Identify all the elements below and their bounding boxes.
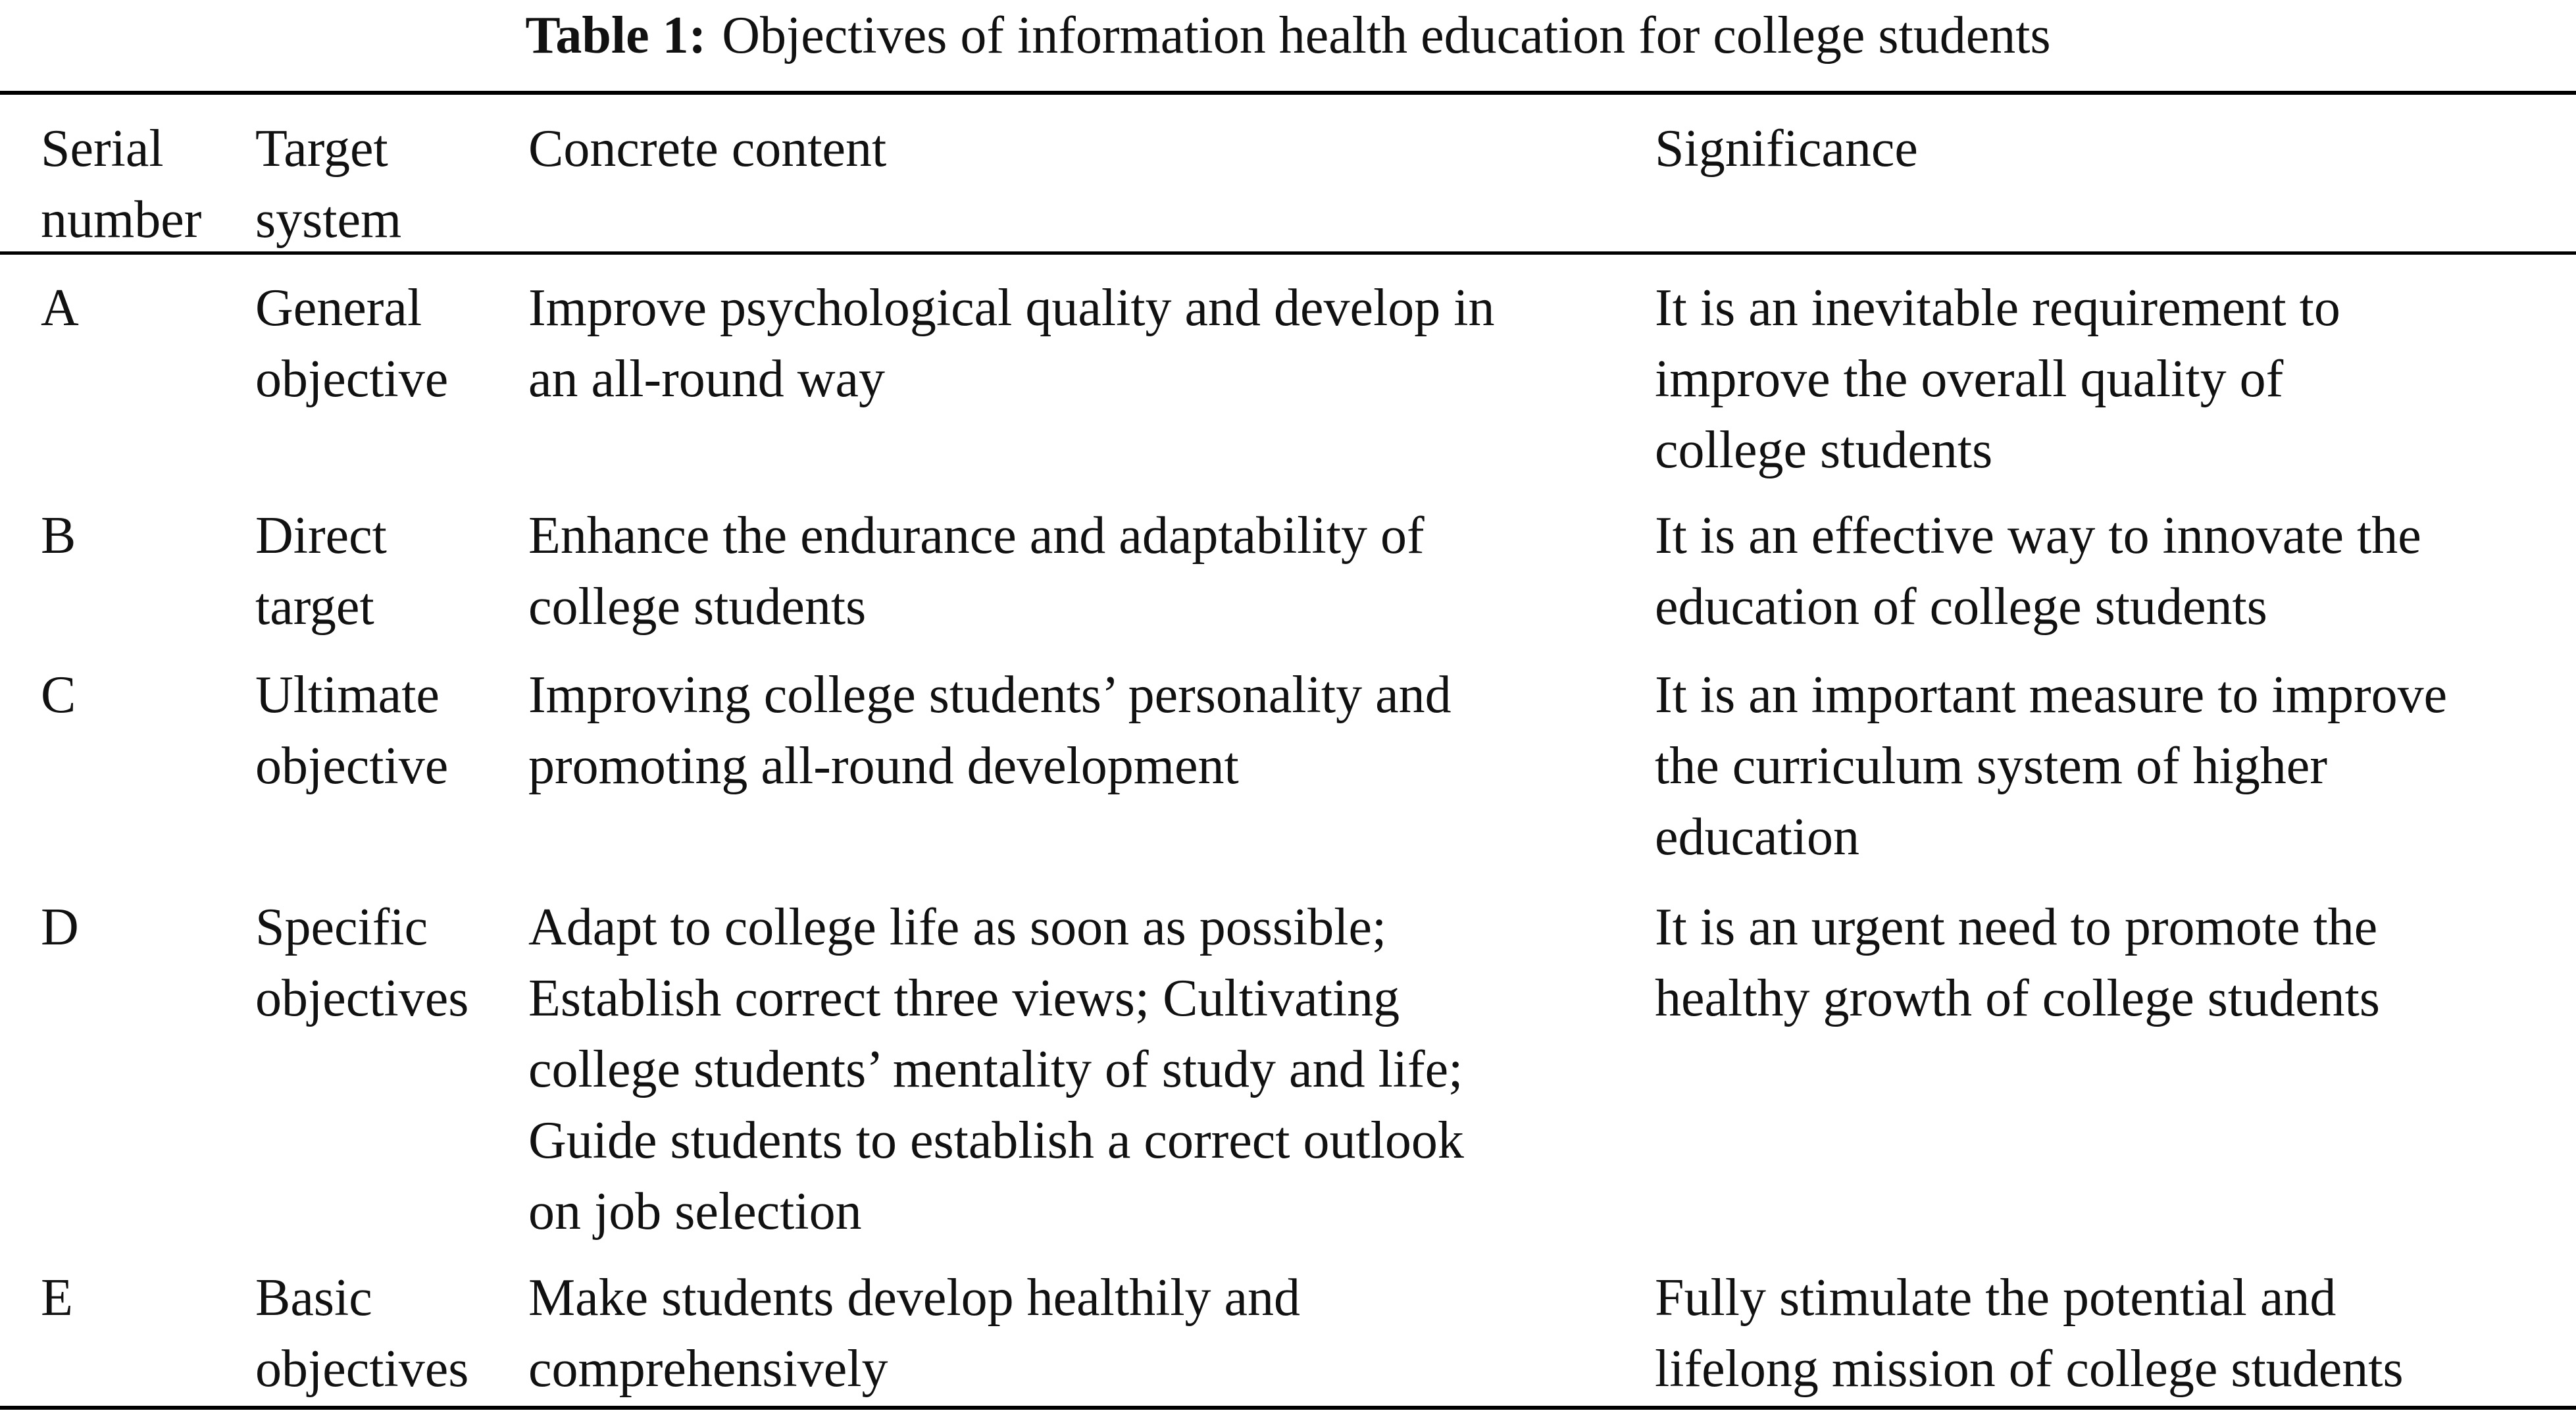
header-serial-number: Serial number [41, 120, 202, 249]
row-serial-cell: A [41, 279, 79, 337]
row-target-cell: Ultimate objective [255, 666, 449, 795]
row-target-cell: Specific objectives [255, 898, 469, 1027]
table-top-rule [0, 91, 2576, 95]
table-bottom-rule [0, 1406, 2576, 1410]
row-target-cell: Direct target [255, 507, 387, 636]
row-serial-cell: D [41, 898, 79, 956]
table-header-rule [0, 251, 2576, 255]
row-content-cell: Adapt to college life as soon as possible; Establish correct three views; Cultivating college students’ mentality of study and life; Guide students to establish a correct outlook on job selection [528, 898, 1464, 1241]
row-target-cell: Basic objectives [255, 1269, 469, 1398]
row-significance-cell: It is an inevitable requirement to improve the overall quality of college students [1655, 279, 2340, 479]
header-target-system: Target system [255, 120, 402, 249]
row-significance-cell: It is an urgent need to promote the healthy growth of college students [1655, 898, 2380, 1027]
header-concrete-content: Concrete content [528, 120, 887, 178]
row-serial-cell: E [41, 1269, 73, 1327]
row-content-cell: Improve psychological quality and develop in an all-round way [528, 279, 1495, 408]
row-significance-cell: Fully stimulate the potential and lifelong mission of college students [1655, 1269, 2404, 1398]
row-target-cell: General objective [255, 279, 449, 408]
row-content-cell: Improving college students’ personality and promoting all-round development [528, 666, 1452, 795]
row-content-cell: Make students develop healthily and comprehensively [528, 1269, 1301, 1398]
row-serial-cell: B [41, 507, 76, 565]
table-caption [0, 3, 2576, 68]
row-serial-cell: C [41, 666, 76, 724]
row-significance-cell: It is an important measure to improve the curriculum system of higher education [1655, 666, 2448, 866]
row-significance-cell: It is an effective way to innovate the education of college students [1655, 507, 2421, 636]
row-content-cell: Enhance the endurance and adaptability of college students [528, 507, 1425, 636]
table-caption-label: Table 1: [525, 7, 707, 64]
table-caption-title: Objectives of information health education for college students [722, 7, 2051, 64]
header-significance: Significance [1655, 120, 1918, 178]
